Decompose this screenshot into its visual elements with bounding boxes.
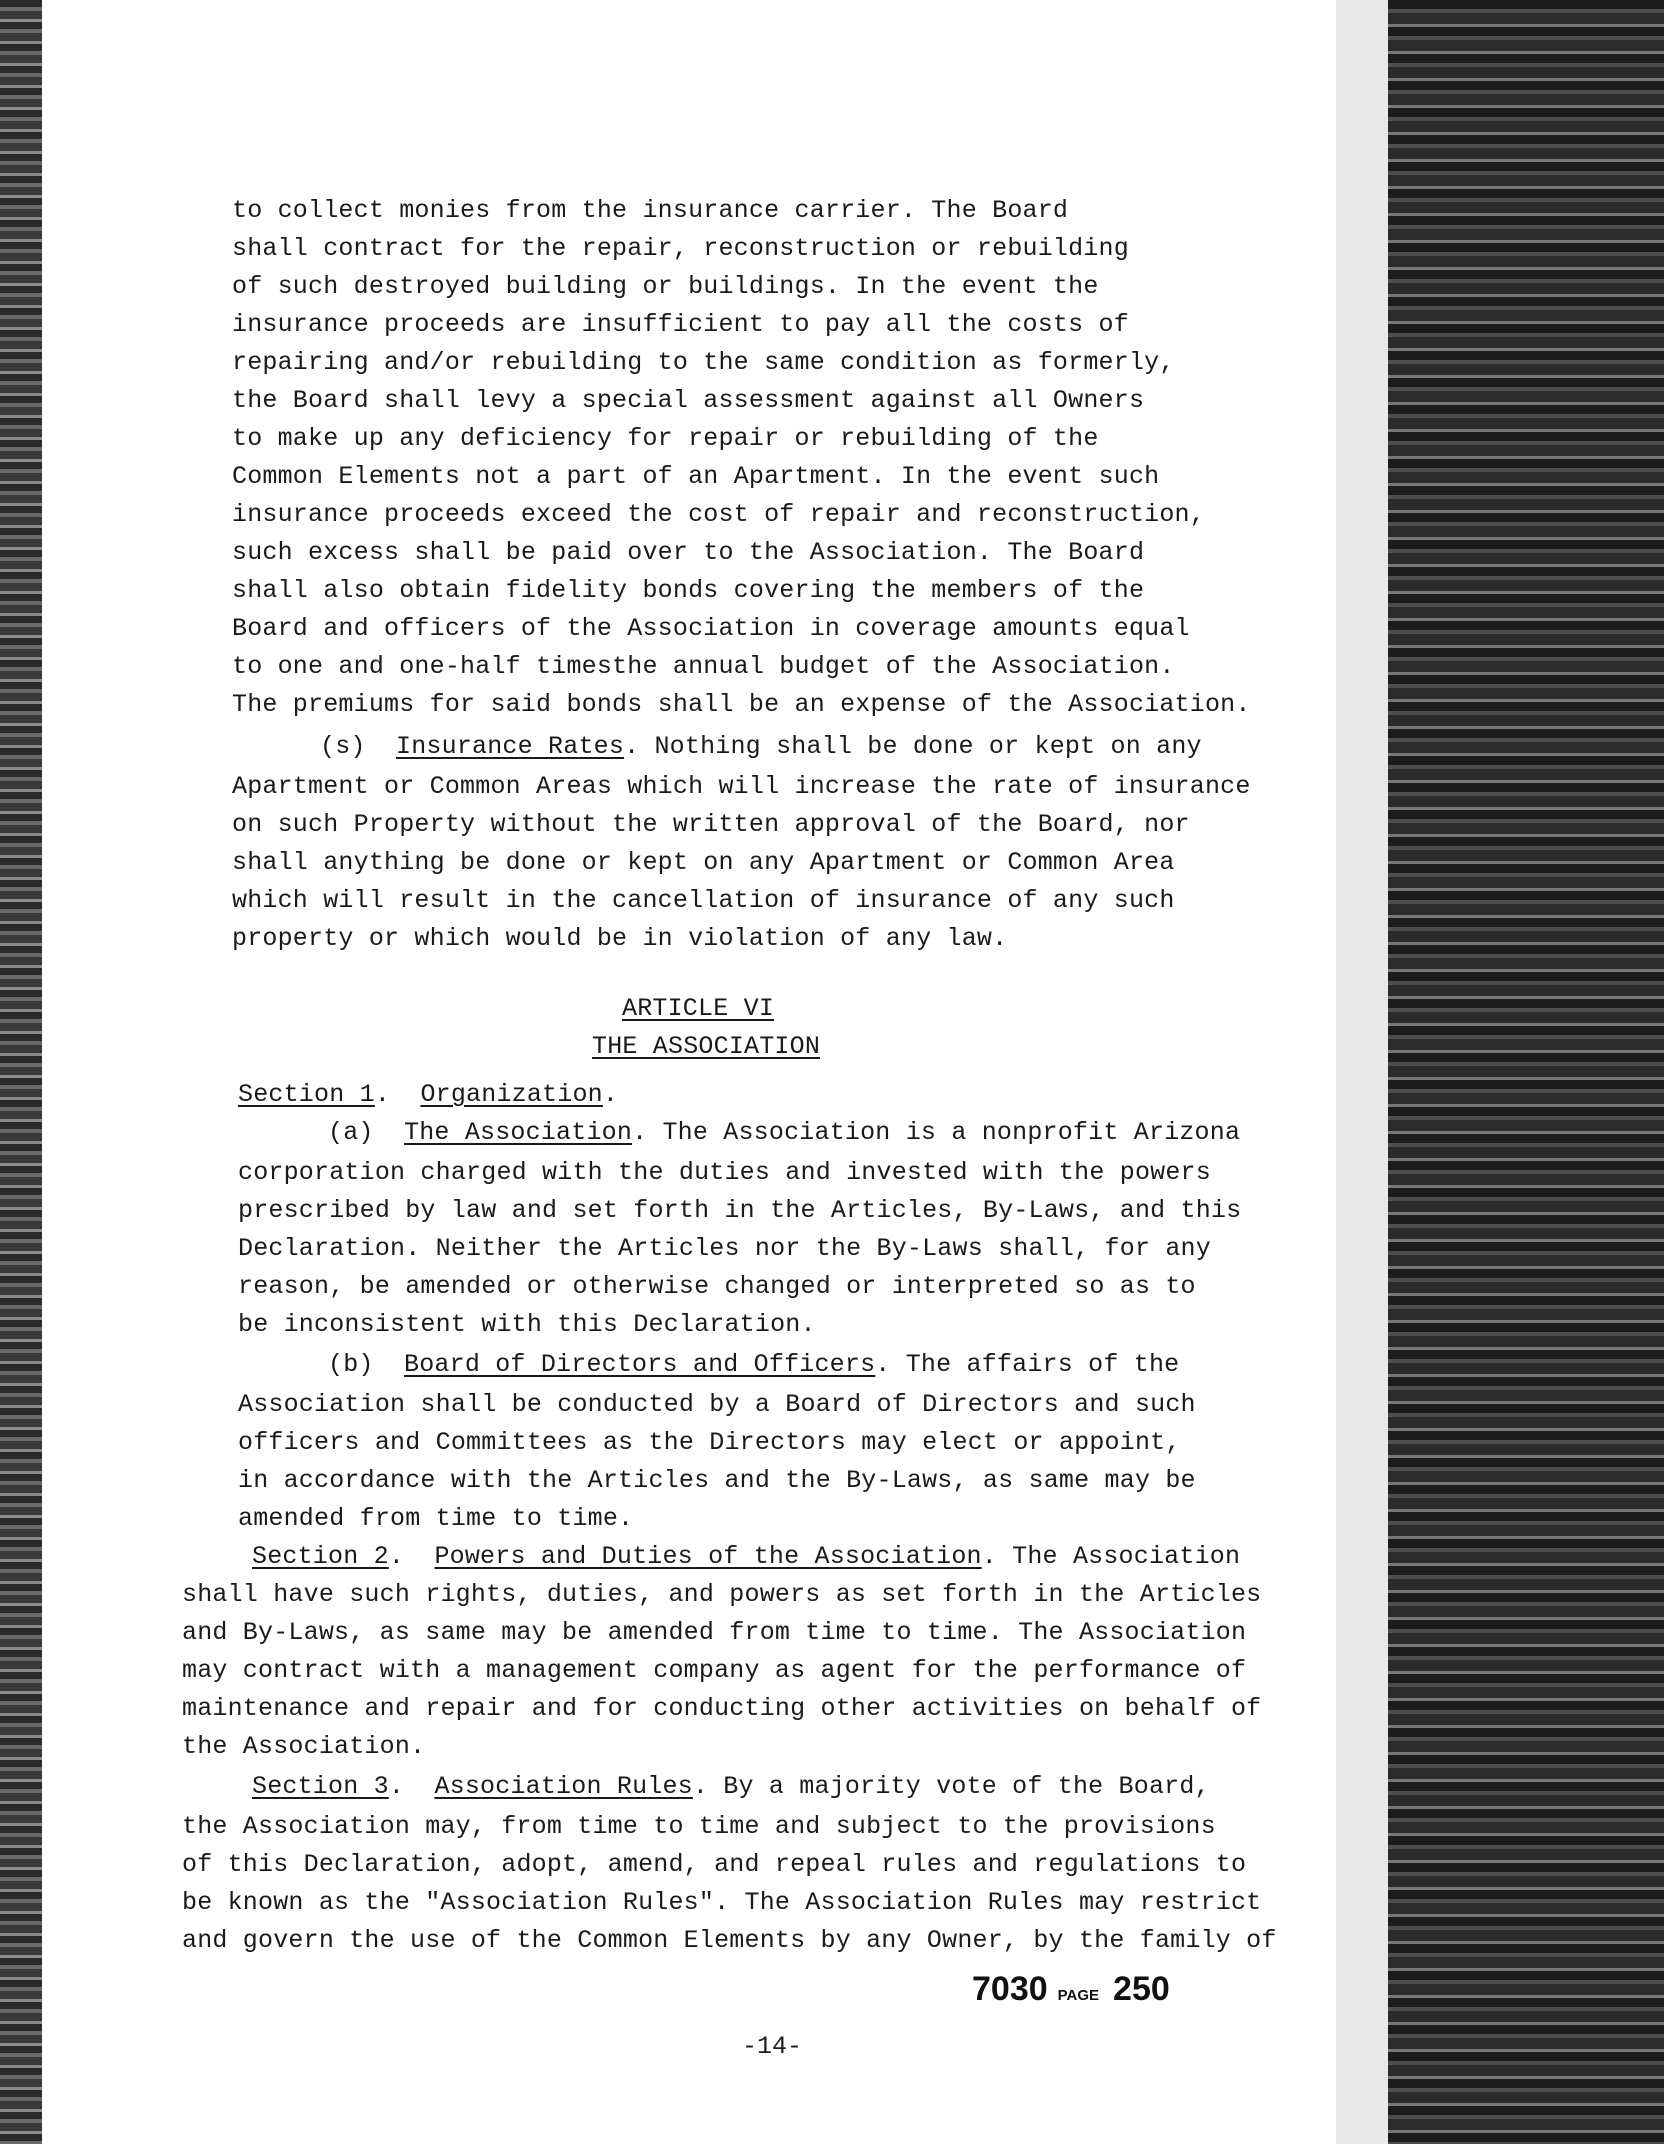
article-number: ARTICLE VI: [622, 994, 775, 1023]
text-line: Declaration. Neither the Articles nor the By-Laws shall, for any: [238, 1234, 1211, 1263]
text-line: Board and officers of the Association in coverage amounts equal: [232, 614, 1190, 643]
scan-right-shadow: [1388, 0, 1664, 2144]
subsection-heading: Board of Directors and Officers: [404, 1350, 876, 1379]
text-line: and By-Laws, as same may be amended from time to time. The Association: [182, 1618, 1247, 1647]
section-1-heading: Section 1. Organization.: [238, 1080, 619, 1109]
stamp-page-number: 250: [1113, 1970, 1170, 2008]
text-line: insurance proceeds are insufficient to pay all the costs of: [232, 310, 1129, 339]
text-line: the Association may, from time to time and subject to the provisions: [182, 1812, 1216, 1841]
text-line: corporation charged with the duties and invested with the powers: [238, 1158, 1211, 1187]
text-line: which will result in the cancellation of insurance of any such: [232, 886, 1175, 915]
subsection-heading: The Association: [404, 1118, 633, 1147]
section-title: Organization: [420, 1080, 603, 1109]
text-line: may contract with a management company as agent for the performance of: [182, 1656, 1247, 1685]
page-number: -14-: [742, 2032, 803, 2061]
text-line: of such destroyed building or buildings. In the event the: [232, 272, 1099, 301]
text-line: The premiums for said bonds shall be an expense of the Association.: [232, 690, 1251, 719]
text-line: Apartment or Common Areas which will increase the rate of insurance: [232, 772, 1251, 801]
subsection-heading: Insurance Rates: [396, 732, 625, 761]
subsection-label: (b): [328, 1350, 374, 1379]
text-line: shall contract for the repair, reconstruction or rebuilding: [232, 234, 1129, 263]
recording-stamp: [972, 1970, 1170, 2009]
section-3-heading: Section 3. Association Rules. By a majority vote of the Board,: [252, 1772, 1210, 1801]
section-2-heading: Section 2. Powers and Duties of the Association. The Association: [252, 1542, 1241, 1571]
text-line: to collect monies from the insurance carrier. The Board: [232, 196, 1069, 225]
subsection-label: (s): [320, 732, 366, 761]
text-line: such excess shall be paid over to the Association. The Board: [232, 538, 1145, 567]
section-label: Section 3: [252, 1772, 389, 1801]
text-line: . The affairs of the: [875, 1350, 1180, 1379]
text-line: Association shall be conducted by a Board of Directors and such: [238, 1390, 1196, 1419]
text-line: . The Association is a nonprofit Arizona: [632, 1118, 1241, 1147]
text-line: . The Association: [981, 1542, 1241, 1571]
text-line: and govern the use of the Common Elements by any Owner, by the family of: [182, 1926, 1277, 1955]
section-title: Association Rules: [434, 1772, 693, 1801]
subsection-insurance-rates: [320, 732, 1202, 762]
text-line: maintenance and repair and for conducting other activities on behalf of: [182, 1694, 1262, 1723]
section-label: Section 1: [238, 1080, 375, 1109]
text-line: prescribed by law and set forth in the Articles, By-Laws, and this: [238, 1196, 1242, 1225]
article-title: THE ASSOCIATION: [592, 1032, 821, 1061]
text-line: insurance proceeds exceed the cost of repair and reconstruction,: [232, 500, 1205, 529]
text-line: shall have such rights, duties, and powers as set forth in the Articles: [182, 1580, 1262, 1609]
text-line: amended from time to time.: [238, 1504, 634, 1533]
text-line: reason, be amended or otherwise changed or interpreted so as to: [238, 1272, 1196, 1301]
text-line: in accordance with the Articles and the By-Laws, as same may be: [238, 1466, 1196, 1495]
text-line: . Nothing shall be done or kept on any: [624, 732, 1202, 761]
text-line: officers and Committees as the Directors may elect or appoint,: [238, 1428, 1181, 1457]
scan-right-edge: [1336, 0, 1664, 2144]
text-line: be inconsistent with this Declaration.: [238, 1310, 816, 1339]
text-line: be known as the "Association Rules". The Association Rules may restrict: [182, 1888, 1262, 1917]
text-line: shall anything be done or kept on any Apartment or Common Area: [232, 848, 1175, 877]
text-line: property or which would be in violation of any law.: [232, 924, 1008, 953]
text-line: . By a majority vote of the Board,: [692, 1772, 1210, 1801]
scan-left-edge: [0, 0, 42, 2144]
section-label: Section 2: [252, 1542, 389, 1571]
document-page: [42, 0, 1336, 2144]
subsection-label: (a): [328, 1118, 374, 1147]
text-line: the Board shall levy a special assessment against all Owners: [232, 386, 1145, 415]
text-line: the Association.: [182, 1732, 426, 1761]
section-title: Powers and Duties of the Association: [434, 1542, 982, 1571]
subsection-board-of-directors: [328, 1350, 1179, 1380]
text-line: to one and one-half timesthe annual budget of the Association.: [232, 652, 1175, 681]
text-line: repairing and/or rebuilding to the same condition as formerly,: [232, 348, 1175, 377]
stamp-book-number: 7030: [972, 1970, 1048, 2008]
text-line: shall also obtain fidelity bonds covering the members of the: [232, 576, 1145, 605]
text-line: on such Property without the written approval of the Board, nor: [232, 810, 1190, 839]
text-line: of this Declaration, adopt, amend, and repeal rules and regulations to: [182, 1850, 1247, 1879]
text-line: Common Elements not a part of an Apartment. In the event such: [232, 462, 1160, 491]
text-line: to make up any deficiency for repair or rebuilding of the: [232, 424, 1099, 453]
subsection-the-association: [328, 1118, 1240, 1148]
stamp-page-label: PAGE: [1057, 1987, 1100, 2004]
